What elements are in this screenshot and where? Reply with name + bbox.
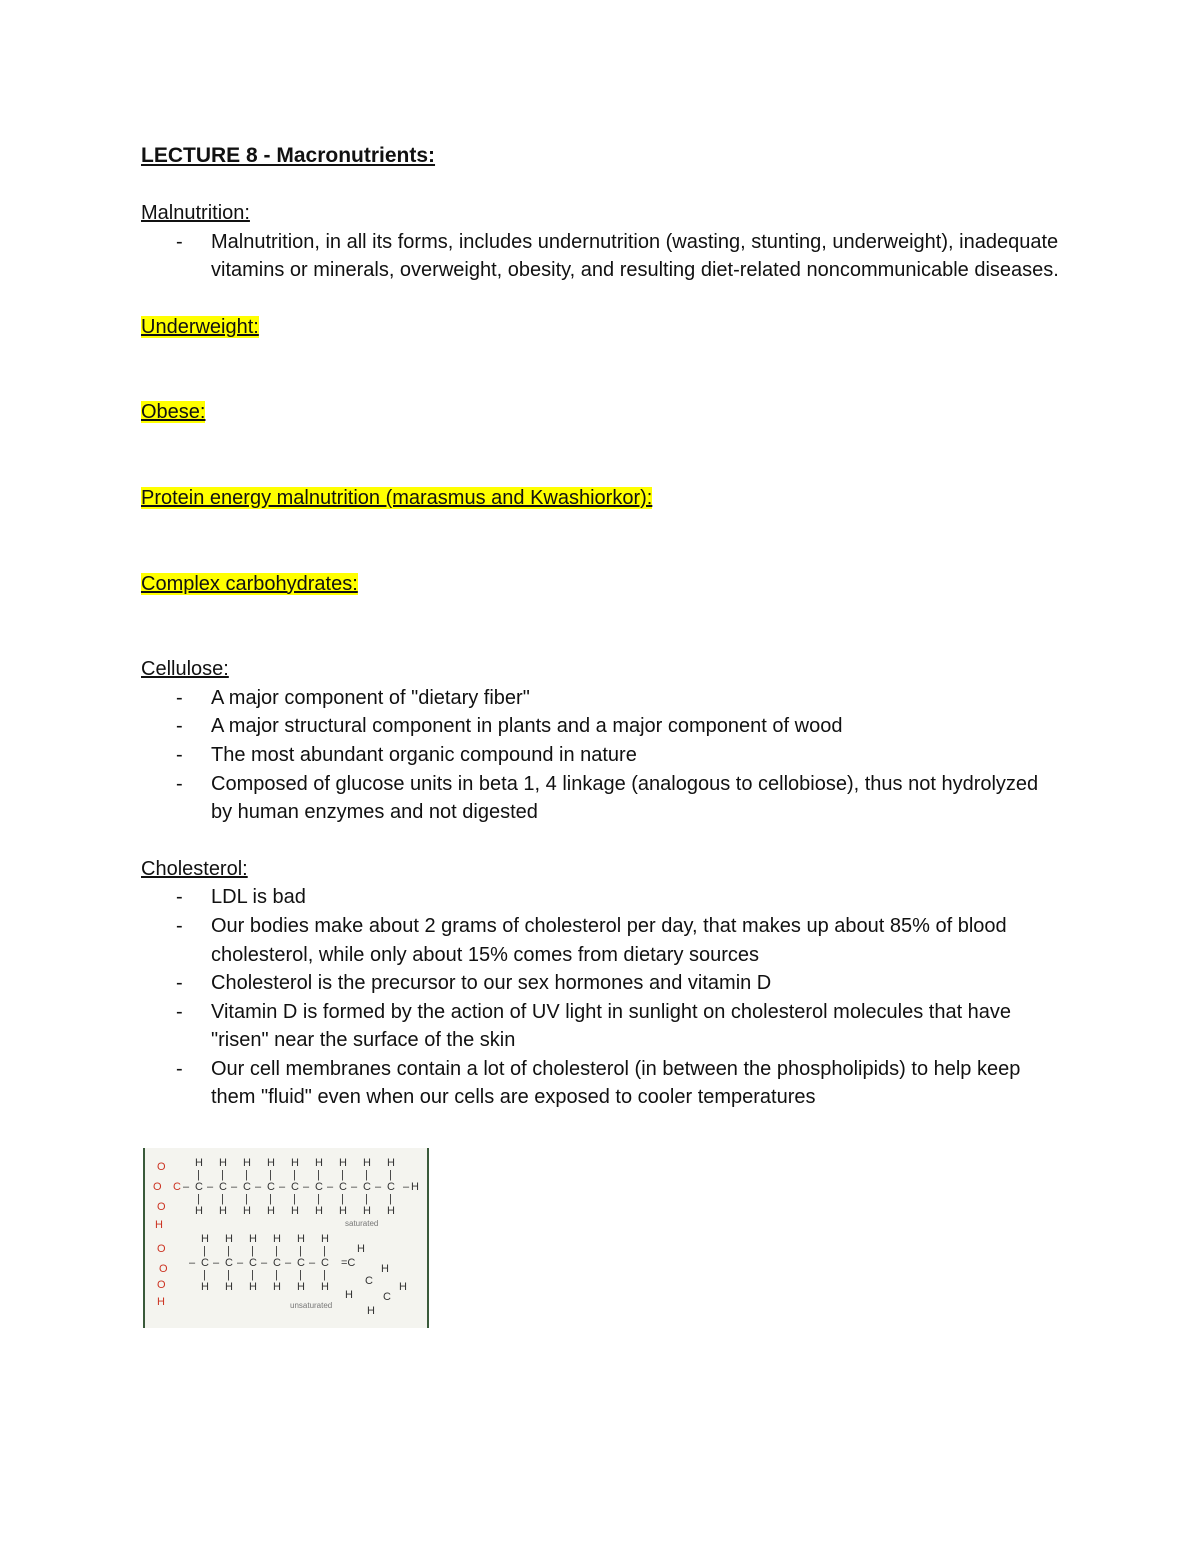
atom-label: |	[293, 1169, 296, 1181]
atom-label: C	[219, 1181, 227, 1193]
atom-label: –	[237, 1257, 244, 1269]
atom-label: –	[255, 1181, 262, 1193]
atom-label: |	[269, 1169, 272, 1181]
bullet-text: Malnutrition, in all its forms, includes undernutrition (wasting, stunting, underweight), inadequate vitamins or minerals, overweight, obesity, and resulting diet-related noncommunicable diseases.	[211, 230, 1059, 282]
atom-label: H	[357, 1243, 365, 1255]
atom-label: C	[315, 1181, 323, 1193]
atom-label: |	[245, 1193, 248, 1205]
atom-label: H	[267, 1157, 275, 1169]
atom-label: H	[367, 1305, 375, 1317]
atom-label: H	[363, 1157, 371, 1169]
atom-label: |	[245, 1169, 248, 1181]
svg-text:O: O	[157, 1201, 166, 1213]
atom-label: |	[251, 1269, 254, 1281]
list-item	[141, 912, 1061, 969]
atom-label: H	[381, 1263, 389, 1275]
atom-label: H	[225, 1233, 233, 1245]
atom-label: C	[365, 1275, 373, 1287]
list-item	[141, 1055, 1061, 1112]
obese-heading	[141, 398, 1061, 427]
atom-label: H	[315, 1205, 323, 1217]
atom-label: H	[345, 1289, 353, 1301]
atom-label: C	[225, 1257, 233, 1269]
atom-label: =C	[341, 1257, 356, 1269]
bullet-text: Our bodies make about 2 grams of cholesterol per day, that makes up about 85% of blood cholesterol, while only about 15% comes from dietary sources	[211, 914, 1007, 966]
cholesterol-heading: Cholesterol:	[141, 857, 248, 880]
bullet-dash: -	[176, 230, 183, 253]
cholesterol-list	[141, 883, 1061, 1112]
list-item	[141, 684, 1061, 713]
bullet-dash: -	[176, 1000, 183, 1023]
atom-label: –	[303, 1181, 310, 1193]
bullet-dash: -	[176, 743, 183, 766]
atom-label: H	[243, 1205, 251, 1217]
atom-label: |	[203, 1245, 206, 1257]
atom-label: C	[383, 1291, 391, 1303]
bullet-dash: -	[176, 886, 183, 909]
atom-label: H	[225, 1281, 233, 1293]
bullet-text: LDL is bad	[211, 886, 306, 909]
atom-label: H	[321, 1281, 329, 1293]
atom-label: H	[315, 1157, 323, 1169]
atom-label: –	[351, 1181, 358, 1193]
list-item	[141, 741, 1061, 770]
malnutrition-heading: Malnutrition:	[141, 202, 250, 224]
pem-heading	[141, 484, 1061, 513]
atom-label: H	[297, 1233, 305, 1245]
atom-label: C	[363, 1181, 371, 1193]
atom-label: |	[275, 1269, 278, 1281]
atom-label: H	[291, 1205, 299, 1217]
atom-label: –	[189, 1257, 196, 1269]
bullet-dash: -	[176, 972, 183, 995]
list-item	[141, 770, 1061, 827]
list-item	[141, 998, 1061, 1055]
atom-label: H	[387, 1205, 395, 1217]
svg-text:H: H	[155, 1219, 163, 1231]
atom-label: |	[299, 1245, 302, 1257]
svg-text:O: O	[153, 1181, 162, 1193]
atom-label: |	[341, 1169, 344, 1181]
atom-label: H	[399, 1281, 407, 1293]
fatty-acid-structure-figure	[143, 1148, 429, 1328]
atom-label: –	[183, 1181, 190, 1193]
svg-text:O: O	[157, 1279, 166, 1291]
bullet-dash: -	[176, 686, 183, 709]
bullet-text: Composed of glucose units in beta 1, 4 linkage (analogous to cellobiose), thus not hydrolyzed by human enzymes and not digested	[211, 772, 1039, 824]
svg-text:H: H	[157, 1296, 165, 1308]
atom-label: |	[341, 1193, 344, 1205]
atom-label: |	[293, 1193, 296, 1205]
atom-label: C	[387, 1181, 395, 1193]
highlighted-text: Complex carbohydrates:	[141, 572, 358, 595]
atom-label: C	[297, 1257, 305, 1269]
cellulose-heading: Cellulose:	[141, 658, 229, 681]
atom-label: C	[273, 1257, 281, 1269]
atom-label: |	[227, 1245, 230, 1257]
atom-label: –	[279, 1181, 286, 1193]
complex-carbs-heading	[141, 570, 1061, 599]
atom-label: H	[219, 1205, 227, 1217]
atom-label: C	[291, 1181, 299, 1193]
atom-label: |	[203, 1269, 206, 1281]
atom-label: |	[197, 1193, 200, 1205]
atom-label: |	[251, 1245, 254, 1257]
highlighted-text: Obese:	[141, 401, 206, 424]
list-item	[141, 883, 1061, 912]
saturated-label: saturated	[345, 1219, 379, 1228]
unsaturated-label: unsaturated	[290, 1301, 333, 1310]
bullet-text: A major structural component in plants and a major component of wood	[211, 715, 843, 738]
atom-label: H	[363, 1205, 371, 1217]
atom-label: |	[365, 1169, 368, 1181]
atom-label: |	[323, 1269, 326, 1281]
atom-label: –	[285, 1257, 292, 1269]
atom-label: |	[323, 1245, 326, 1257]
bullet-text: Our cell membranes contain a lot of cholesterol (in between the phospholipids) to help keep them "fluid" even when our cells are exposed to cooler temperatures	[211, 1057, 1021, 1109]
atom-label: –	[231, 1181, 238, 1193]
highlighted-text: Protein energy malnutrition (marasmus and Kwashiorkor):	[141, 486, 653, 509]
atom-label: |	[389, 1193, 392, 1205]
atom-label: –	[261, 1257, 268, 1269]
atom-label: H	[339, 1157, 347, 1169]
atom-label: –	[213, 1257, 220, 1269]
atom-label: –	[309, 1257, 316, 1269]
list-item	[141, 712, 1061, 741]
atom-label: H	[195, 1205, 203, 1217]
atom-label: |	[221, 1169, 224, 1181]
atom-label: |	[275, 1245, 278, 1257]
atom-label: C	[339, 1181, 347, 1193]
document-content	[141, 141, 1061, 1112]
atom-label: H	[387, 1157, 395, 1169]
svg-text:O: O	[159, 1263, 168, 1275]
atom-label: H	[219, 1157, 227, 1169]
list-item	[141, 969, 1061, 998]
atom-label: |	[197, 1169, 200, 1181]
atom-label: H	[273, 1281, 281, 1293]
svg-text:O: O	[157, 1243, 166, 1255]
atom-label: H	[297, 1281, 305, 1293]
atom-label: C	[321, 1257, 329, 1269]
cellulose-list	[141, 684, 1061, 827]
atom-label: H	[291, 1157, 299, 1169]
bullet-text: A major component of "dietary fiber"	[211, 686, 530, 709]
highlighted-text: Underweight:	[141, 315, 259, 338]
underweight-heading	[141, 313, 1061, 342]
atom-label: H	[411, 1181, 419, 1193]
atom-label: |	[221, 1193, 224, 1205]
atom-label: H	[201, 1233, 209, 1245]
lecture-title: LECTURE 8 - Macronutrients:	[141, 144, 436, 167]
atom-label: |	[365, 1193, 368, 1205]
atom-label: H	[195, 1157, 203, 1169]
bullet-text: Vitamin D is formed by the action of UV light in sunlight on cholesterol molecules that have "risen" near the surface of the skin	[211, 1000, 1012, 1052]
atom-label: –	[403, 1181, 410, 1193]
atom-label: |	[269, 1193, 272, 1205]
atom-label: |	[389, 1169, 392, 1181]
atom-label: H	[273, 1233, 281, 1245]
atom-label: –	[375, 1181, 382, 1193]
bullet-dash: -	[176, 1057, 183, 1080]
malnutrition-list	[141, 228, 1061, 285]
atom-label: H	[243, 1157, 251, 1169]
bullet-text: Cholesterol is the precursor to our sex hormones and vitamin D	[211, 972, 772, 995]
atom-label: C	[195, 1181, 203, 1193]
svg-text:O: O	[157, 1161, 166, 1173]
atom-label: H	[201, 1281, 209, 1293]
atom-label: |	[317, 1193, 320, 1205]
atom-label: H	[339, 1205, 347, 1217]
atom-label: |	[227, 1269, 230, 1281]
atom-label: H	[321, 1233, 329, 1245]
atom-label: |	[317, 1169, 320, 1181]
atom-label: H	[249, 1281, 257, 1293]
list-item	[141, 228, 1061, 285]
bullet-dash: -	[176, 772, 183, 795]
atom-label: –	[207, 1181, 214, 1193]
atom-label: C	[243, 1181, 251, 1193]
bullet-text: The most abundant organic compound in nature	[211, 743, 637, 766]
atom-label: C	[249, 1257, 257, 1269]
bullet-dash: -	[176, 914, 183, 937]
atom-label: H	[249, 1233, 257, 1245]
atom-label: H	[267, 1205, 275, 1217]
atom-label: |	[299, 1269, 302, 1281]
atom-label: –	[327, 1181, 334, 1193]
fatty-acid-diagram	[145, 1148, 427, 1328]
svg-text:C: C	[173, 1181, 181, 1193]
atom-label: C	[267, 1181, 275, 1193]
bullet-dash: -	[176, 715, 183, 738]
atom-label: C	[201, 1257, 209, 1269]
